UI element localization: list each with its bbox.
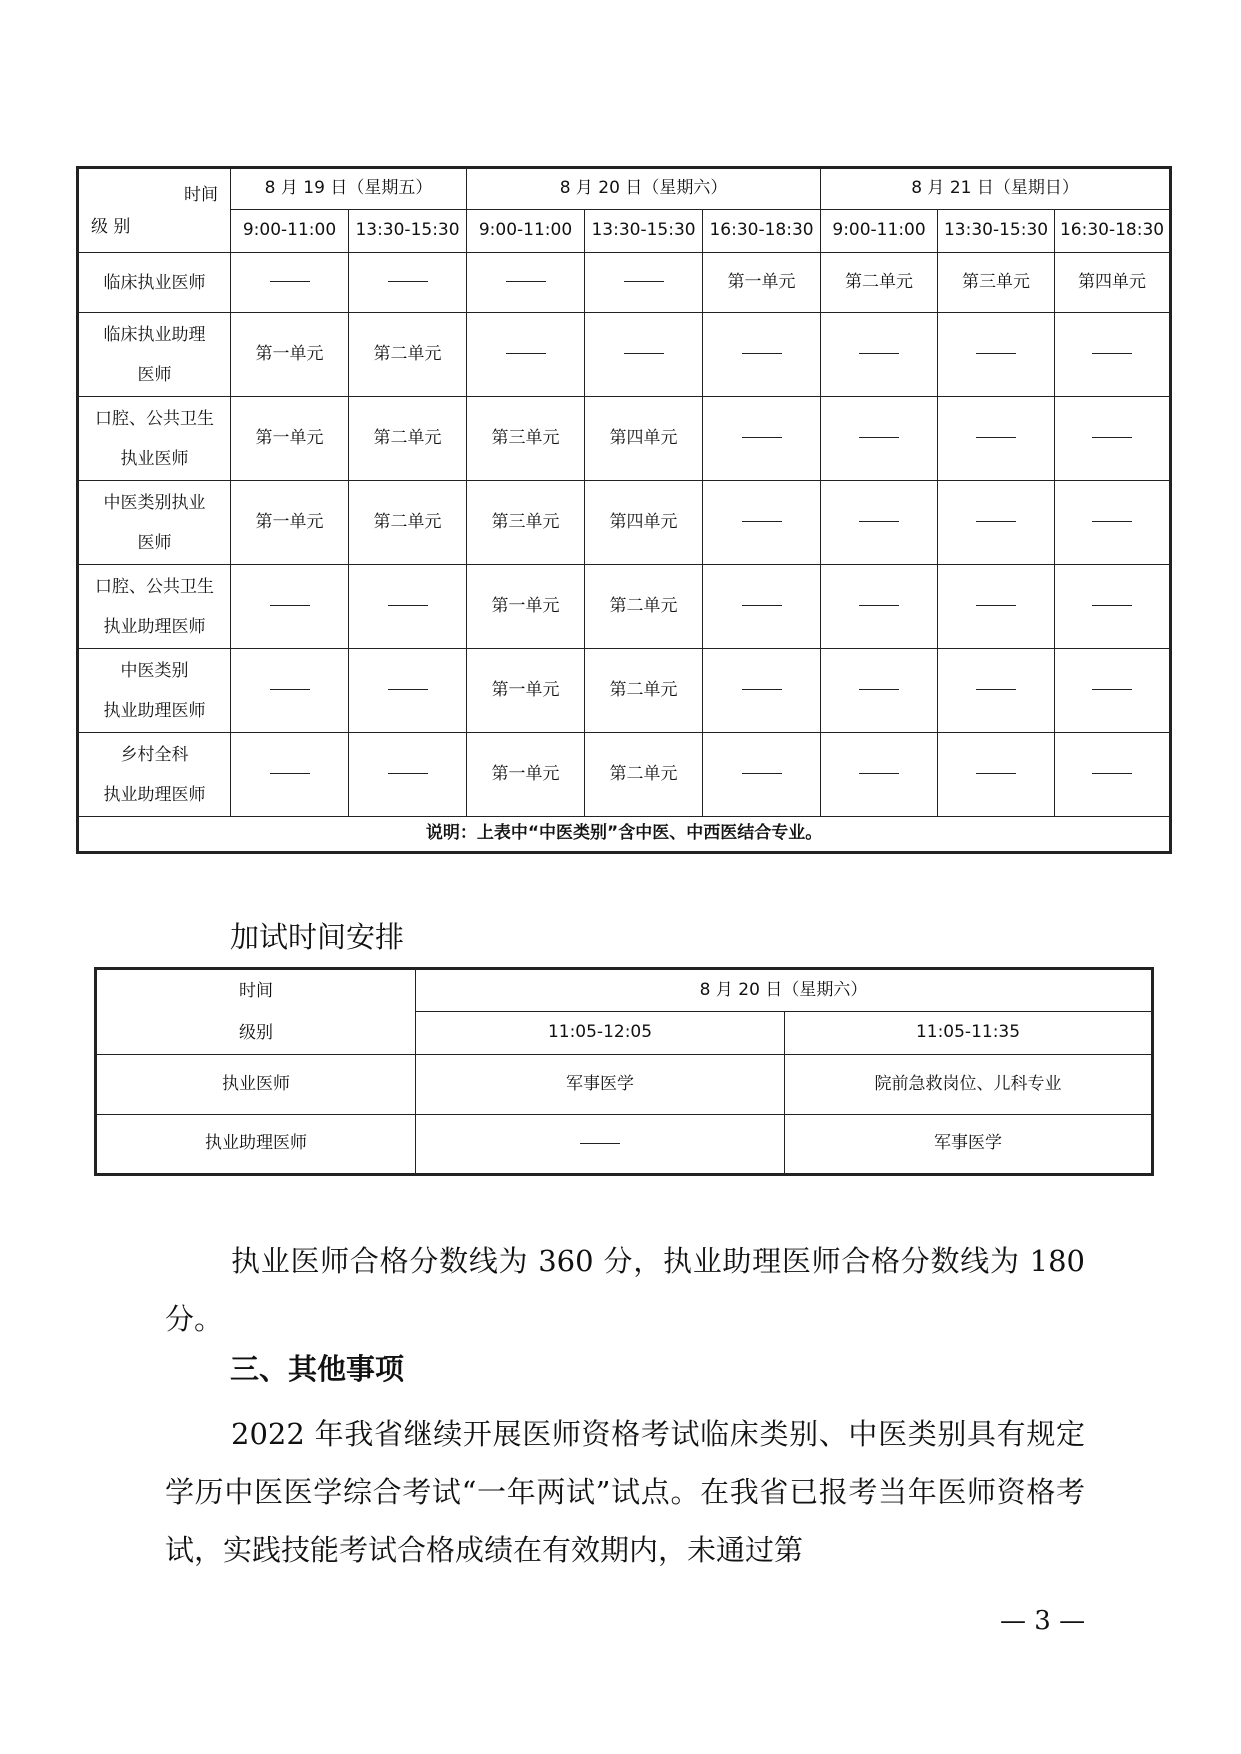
schedule-cell <box>1055 649 1171 733</box>
schedule-cell: 第二单元 <box>349 481 467 565</box>
schedule-cell <box>938 649 1055 733</box>
schedule-cell <box>938 397 1055 481</box>
schedule-cell <box>349 649 467 733</box>
schedule-cell <box>703 733 821 817</box>
schedule-cell: 第二单元 <box>585 565 703 649</box>
no-exam-dash <box>624 281 664 282</box>
schedule-cell: 第一单元 <box>231 313 349 397</box>
no-exam-dash <box>388 281 428 282</box>
row-label-line: 中医类别执业 <box>103 492 206 513</box>
schedule-cell <box>349 253 467 313</box>
no-exam-dash <box>976 605 1016 606</box>
no-exam-dash <box>1092 521 1132 522</box>
schedule-cell: 第四单元 <box>1055 253 1171 313</box>
no-exam-dash <box>388 605 428 606</box>
no-exam-dash <box>1092 773 1132 774</box>
no-exam-dash <box>859 521 899 522</box>
header-time-label: 时间 <box>184 185 218 205</box>
table-row <box>78 397 1171 481</box>
no-exam-dash <box>580 1143 620 1144</box>
no-exam-dash <box>270 281 310 282</box>
schedule-cell <box>231 733 349 817</box>
schedule-cell: 第二单元 <box>349 397 467 481</box>
time-slot: 13:30-15:30 <box>585 210 703 253</box>
schedule-cell <box>1055 565 1171 649</box>
row-label: 执业医师 <box>96 1055 416 1115</box>
row-label <box>78 733 231 817</box>
no-exam-dash <box>1092 605 1132 606</box>
no-exam-dash <box>976 521 1016 522</box>
schedule-cell: 第三单元 <box>938 253 1055 313</box>
schedule-cell <box>416 1115 785 1175</box>
schedule-cell <box>1055 397 1171 481</box>
no-exam-dash <box>506 281 546 282</box>
row-label <box>78 313 231 397</box>
no-exam-dash <box>270 773 310 774</box>
header-level-label: 级 别 <box>91 216 131 237</box>
no-exam-dash <box>624 353 664 354</box>
schedule-cell <box>585 313 703 397</box>
schedule-cell: 院前急救岗位、儿科专业 <box>785 1055 1153 1115</box>
header-corner-cell <box>78 168 231 253</box>
no-exam-dash <box>742 773 782 774</box>
schedule-cell <box>1055 313 1171 397</box>
time-slot: 11:05-12:05 <box>416 1012 785 1055</box>
no-exam-dash <box>859 773 899 774</box>
schedule-cell <box>703 565 821 649</box>
schedule-cell: 第二单元 <box>821 253 938 313</box>
table-row <box>78 565 1171 649</box>
no-exam-dash <box>859 605 899 606</box>
no-exam-dash <box>1092 353 1132 354</box>
schedule-cell: 军事医学 <box>416 1055 785 1115</box>
no-exam-dash <box>270 605 310 606</box>
table-row <box>78 733 1171 817</box>
no-exam-dash <box>1092 437 1132 438</box>
no-exam-dash <box>1092 689 1132 690</box>
time-slot: 9:00-11:00 <box>231 210 349 253</box>
schedule-cell <box>1055 733 1171 817</box>
row-label-line: 执业助理医师 <box>103 784 206 805</box>
score-line-paragraph: 执业医师合格分数线为 360 分，执业助理医师合格分数线为 180 分。 <box>165 1244 1085 1336</box>
schedule-cell <box>1055 481 1171 565</box>
schedule-cell: 第一单元 <box>703 253 821 313</box>
schedule-cell <box>349 733 467 817</box>
no-exam-dash <box>859 437 899 438</box>
no-exam-dash <box>859 353 899 354</box>
time-slot: 11:05-11:35 <box>785 1012 1153 1055</box>
no-exam-dash <box>270 689 310 690</box>
time-slot: 13:30-15:30 <box>938 210 1055 253</box>
row-label-line: 乡村全科 <box>120 744 189 765</box>
no-exam-dash <box>506 353 546 354</box>
date-header: 8 月 20 日（星期六） <box>467 168 821 210</box>
body-paragraph: 2022 年我省继续开展医师资格考试临床类别、中医类别具有规定学历中医医学综合考试“一年两试”试点。在我省已报考当年医师资格考试，实践技能考试合格成绩在有效期内，未通过第 <box>165 1417 1085 1567</box>
table-row <box>96 1055 1153 1115</box>
time-slot-row <box>78 210 1171 253</box>
schedule-cell <box>231 565 349 649</box>
date-header: 8 月 19 日（星期五） <box>231 168 467 210</box>
schedule-cell <box>938 481 1055 565</box>
no-exam-dash <box>742 605 782 606</box>
no-exam-dash <box>388 773 428 774</box>
row-label-line: 临床执业医师 <box>103 272 206 293</box>
no-exam-dash <box>976 437 1016 438</box>
table-row <box>78 313 1171 397</box>
table-row <box>78 649 1171 733</box>
schedule-cell <box>703 481 821 565</box>
row-label-line: 医师 <box>137 532 172 553</box>
schedule-cell: 第一单元 <box>231 481 349 565</box>
row-label-line: 中医类别 <box>120 660 189 681</box>
no-exam-dash <box>742 353 782 354</box>
time-slot: 13:30-15:30 <box>349 210 467 253</box>
schedule-cell: 第二单元 <box>585 649 703 733</box>
schedule-cell <box>703 397 821 481</box>
row-label-line: 口腔、公共卫生 <box>95 408 214 429</box>
schedule-cell <box>231 253 349 313</box>
section-title: 三、其他事项 <box>230 1352 405 1386</box>
schedule-cell <box>349 565 467 649</box>
header-corner-cell <box>96 969 416 1055</box>
no-exam-dash <box>976 353 1016 354</box>
schedule-cell: 第四单元 <box>585 397 703 481</box>
schedule-cell: 第二单元 <box>585 733 703 817</box>
schedule-cell <box>938 733 1055 817</box>
schedule-cell: 第一单元 <box>467 565 585 649</box>
schedule-cell <box>821 313 938 397</box>
row-label-line: 执业助理医师 <box>103 616 206 637</box>
row-label-line: 执业助理医师 <box>103 700 206 721</box>
schedule-cell: 第二单元 <box>349 313 467 397</box>
schedule-cell: 第四单元 <box>585 481 703 565</box>
table-row <box>96 1115 1153 1175</box>
date-header: 8 月 20 日（星期六） <box>416 969 1153 1012</box>
header-level-label: 级别 <box>239 1023 273 1043</box>
schedule-cell <box>467 313 585 397</box>
date-header: 8 月 21 日（星期日） <box>821 168 1171 210</box>
row-label <box>78 649 231 733</box>
row-label-line: 执业医师 <box>120 448 189 469</box>
row-label: 执业助理医师 <box>96 1115 416 1175</box>
exam-schedule-table <box>76 166 1172 854</box>
extra-exam-heading: 加试时间安排 <box>230 920 405 954</box>
schedule-cell <box>821 397 938 481</box>
row-label <box>78 397 231 481</box>
row-label-line: 临床执业助理 <box>103 324 206 345</box>
no-exam-dash <box>976 689 1016 690</box>
schedule-cell <box>821 565 938 649</box>
schedule-cell: 第一单元 <box>467 733 585 817</box>
row-label <box>78 481 231 565</box>
schedule-cell: 第三单元 <box>467 481 585 565</box>
schedule-cell <box>703 649 821 733</box>
no-exam-dash <box>976 773 1016 774</box>
row-label <box>78 565 231 649</box>
schedule-cell: 第一单元 <box>231 397 349 481</box>
time-slot: 9:00-11:00 <box>821 210 938 253</box>
no-exam-dash <box>742 437 782 438</box>
row-label-line: 医师 <box>137 364 172 385</box>
schedule-cell: 第三单元 <box>467 397 585 481</box>
table-note: 说明：上表中“中医类别”含中医、中西医结合专业。 <box>78 817 1171 853</box>
row-label-line: 口腔、公共卫生 <box>95 576 214 597</box>
no-exam-dash <box>742 521 782 522</box>
schedule-cell <box>821 649 938 733</box>
schedule-cell <box>585 253 703 313</box>
schedule-cell <box>231 649 349 733</box>
time-slot: 16:30-18:30 <box>703 210 821 253</box>
schedule-cell: 军事医学 <box>785 1115 1153 1175</box>
schedule-cell: 第一单元 <box>467 649 585 733</box>
schedule-cell <box>467 253 585 313</box>
schedule-cell <box>938 313 1055 397</box>
no-exam-dash <box>742 689 782 690</box>
schedule-cell <box>821 481 938 565</box>
time-slot: 16:30-18:30 <box>1055 210 1171 253</box>
schedule-cell <box>703 313 821 397</box>
header-time-label: 时间 <box>239 981 273 1001</box>
page-number: — 3 — <box>1000 1606 1086 1636</box>
table-row <box>78 481 1171 565</box>
time-slot: 9:00-11:00 <box>467 210 585 253</box>
schedule-cell <box>821 733 938 817</box>
schedule-cell <box>938 565 1055 649</box>
table-row <box>78 253 1171 313</box>
no-exam-dash <box>859 689 899 690</box>
extra-exam-table <box>94 967 1154 1176</box>
row-label <box>78 253 231 313</box>
no-exam-dash <box>388 689 428 690</box>
